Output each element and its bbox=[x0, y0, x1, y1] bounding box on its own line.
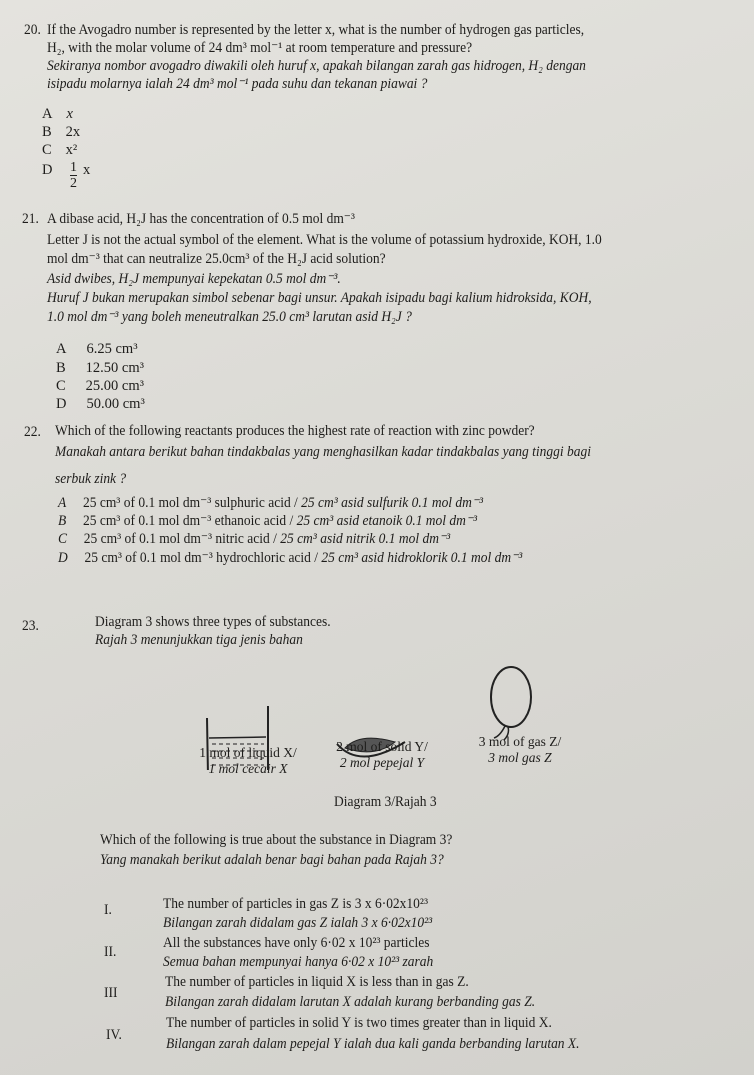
option-b[interactable] bbox=[58, 513, 477, 530]
numerator: 1 bbox=[70, 160, 77, 175]
statement-numeral: II. bbox=[104, 944, 117, 960]
option-text-ms: 25 cm³ asid etanoik 0.1 mol dm⁻³ bbox=[296, 513, 478, 529]
statement-text-en: The number of particles in liquid X is less than in gas Z. bbox=[165, 974, 469, 990]
question-text-ms: Rajah 3 menunjukkan tiga jenis bahan bbox=[95, 632, 303, 648]
question-number: 22. bbox=[24, 424, 41, 440]
question-text-en: If the Avogadro number is represented by the letter x, what is the number of hydrogen gas particles, bbox=[47, 22, 585, 38]
option-letter: A bbox=[56, 341, 67, 357]
option-letter: D bbox=[42, 162, 53, 178]
option-d[interactable] bbox=[56, 396, 145, 413]
statement-text-ms: Bilangan zarah didalam larutan X adalah kurang berbanding gas Z. bbox=[165, 994, 536, 1010]
option-text: 25.00 cm³ bbox=[85, 378, 144, 394]
option-text: 2x bbox=[65, 124, 81, 140]
option-a[interactable] bbox=[56, 341, 138, 358]
option-letter: C bbox=[56, 378, 66, 394]
option-text-en: 25 cm³ of 0.1 mol dm⁻³ hydrochloric acid / bbox=[84, 550, 319, 566]
option-letter: C bbox=[58, 531, 67, 547]
option-letter: A bbox=[58, 495, 67, 511]
option-c[interactable] bbox=[58, 531, 450, 548]
statement-text-en: All the substances have only 6·02 x 10²³ particles bbox=[163, 935, 430, 951]
question-text-en: Diagram 3 shows three types of substances. bbox=[95, 614, 331, 630]
label-en: 2 mol of solid Y/ bbox=[336, 739, 428, 754]
diagram-caption: Diagram 3/Rajah 3 bbox=[334, 794, 437, 810]
option-a[interactable] bbox=[42, 106, 73, 123]
question-text-ms: Sekiranya nombor avogadro diwakili oleh huruf x, apakah bilangan zarah gas hidrogen, H₂ dengan bbox=[47, 58, 586, 74]
question-text-en: mol dm⁻³ that can neutralize 25.0cm³ of the H₂J acid solution? bbox=[47, 251, 386, 267]
option-text-en: 25 cm³ of 0.1 mol dm⁻³ sulphuric acid / bbox=[82, 495, 298, 511]
statement-text-en: The number of particles in gas Z is 3 x 6·02x10²³ bbox=[163, 896, 429, 912]
option-b[interactable] bbox=[42, 124, 80, 141]
question-number: 20. bbox=[24, 22, 41, 38]
question-number: 21. bbox=[22, 211, 39, 227]
statement-text-ms: Semua bahan mempunyai hanya 6·02 x 10²³ zarah bbox=[163, 954, 434, 970]
option-c[interactable] bbox=[56, 378, 144, 395]
label-en: 1 mol of liquid X/ bbox=[199, 745, 297, 760]
question-text-en: A dibase acid, H₂J has the concentration of 0.5 mol dm⁻³ bbox=[47, 211, 355, 227]
question-text-ms: isipadu molarnya ialah 24 dm³ mol⁻¹ pada suhu dan tekanan piawai ? bbox=[47, 76, 428, 92]
statement-numeral: IV. bbox=[106, 1027, 122, 1043]
label-ms: 2 mol pepejal Y bbox=[339, 755, 425, 770]
option-text-ms: 25 cm³ asid nitrik 0.1 mol dm⁻³ bbox=[280, 531, 451, 547]
question-text-ms: Asid dwibes, H₂J mempunyai kepekatan 0.5 mol dm⁻³. bbox=[47, 271, 341, 287]
option-text: 6.25 cm³ bbox=[86, 341, 138, 357]
question-text-en: Letter J is not the actual symbol of the element. What is the volume of potassium hydroxide, KOH, 1.0 bbox=[47, 232, 602, 248]
question-text-en: H₂, with the molar volume of 24 dm³ mol⁻¹ at room temperature and pressure? bbox=[47, 40, 473, 56]
label-en: 3 mol of gas Z/ bbox=[478, 734, 562, 749]
option-letter: B bbox=[42, 124, 52, 140]
question-text-en: Which of the following reactants produces the highest rate of reaction with zinc powder? bbox=[55, 423, 535, 439]
option-d[interactable] bbox=[58, 550, 522, 567]
question-text-ms: Huruf J bukan merupakan simbol sebenar bagi unsur. Apakah isipadu bagi kalium hidroksida, KOH, bbox=[47, 290, 592, 306]
option-text-en: 25 cm³ of 0.1 mol dm⁻³ ethanoic acid / bbox=[82, 513, 294, 529]
option-text-ms: 25 cm³ asid sulfurik 0.1 mol dm⁻³ bbox=[301, 495, 484, 511]
statement-text-en: The number of particles in solid Y is two times greater than in liquid X. bbox=[166, 1015, 552, 1031]
question-number: 23. bbox=[22, 618, 39, 634]
label-ms: 3 mol gas Z bbox=[488, 750, 552, 765]
option-text-ms: 25 cm³ asid hidroklorik 0.1 mol dm⁻³ bbox=[321, 550, 523, 566]
option-text-en: 25 cm³ of 0.1 mol dm⁻³ nitric acid / bbox=[83, 531, 277, 547]
option-letter: D bbox=[56, 396, 67, 412]
statement-numeral: I. bbox=[104, 902, 112, 918]
question-text-ms: 1.0 mol dm⁻³ yang boleh meneutralkan 25.0 cm³ larutan asid H₂J ? bbox=[47, 309, 412, 325]
option-d[interactable] bbox=[42, 162, 52, 179]
diagram-label-liquid-x bbox=[178, 745, 318, 777]
question-text-ms: serbuk zink ? bbox=[55, 471, 127, 487]
option-text: x bbox=[83, 162, 91, 178]
option-letter: C bbox=[42, 142, 52, 158]
statement-numeral: III bbox=[104, 985, 118, 1001]
statement-text-ms: Bilangan zarah dalam pepejal Y ialah dua kali ganda berbanding larutan X. bbox=[166, 1036, 580, 1052]
diagram-label-gas-z bbox=[450, 734, 590, 766]
question-text-ms: Yang manakah berikut adalah benar bagi bahan pada Rajah 3? bbox=[100, 852, 444, 868]
label-ms: 1 mol cecair X bbox=[208, 761, 288, 776]
option-letter: A bbox=[42, 106, 53, 122]
question-text-ms: Manakah antara berikut bahan tindakbalas yang menghasilkan kadar tindakbalas yang tinggi bagi bbox=[55, 444, 591, 460]
option-letter: D bbox=[58, 550, 68, 566]
balloon-gas-icon bbox=[491, 667, 531, 740]
diagram-label-solid-y bbox=[312, 739, 452, 771]
denominator: 2 bbox=[70, 176, 77, 191]
option-c[interactable] bbox=[42, 142, 77, 159]
option-text: 12.50 cm³ bbox=[85, 360, 144, 376]
fraction bbox=[70, 160, 77, 192]
option-a[interactable] bbox=[58, 495, 483, 512]
statement-text-ms: Bilangan zarah didalam gas Z ialah 3 x 6·02x10²³ bbox=[163, 915, 433, 931]
option-letter: B bbox=[56, 360, 66, 376]
option-letter: B bbox=[58, 513, 67, 529]
option-text: x bbox=[66, 106, 73, 122]
option-b[interactable] bbox=[56, 360, 144, 377]
question-text-en: Which of the following is true about the substance in Diagram 3? bbox=[100, 832, 453, 848]
option-text: x² bbox=[65, 142, 78, 158]
option-text: 50.00 cm³ bbox=[86, 396, 145, 412]
